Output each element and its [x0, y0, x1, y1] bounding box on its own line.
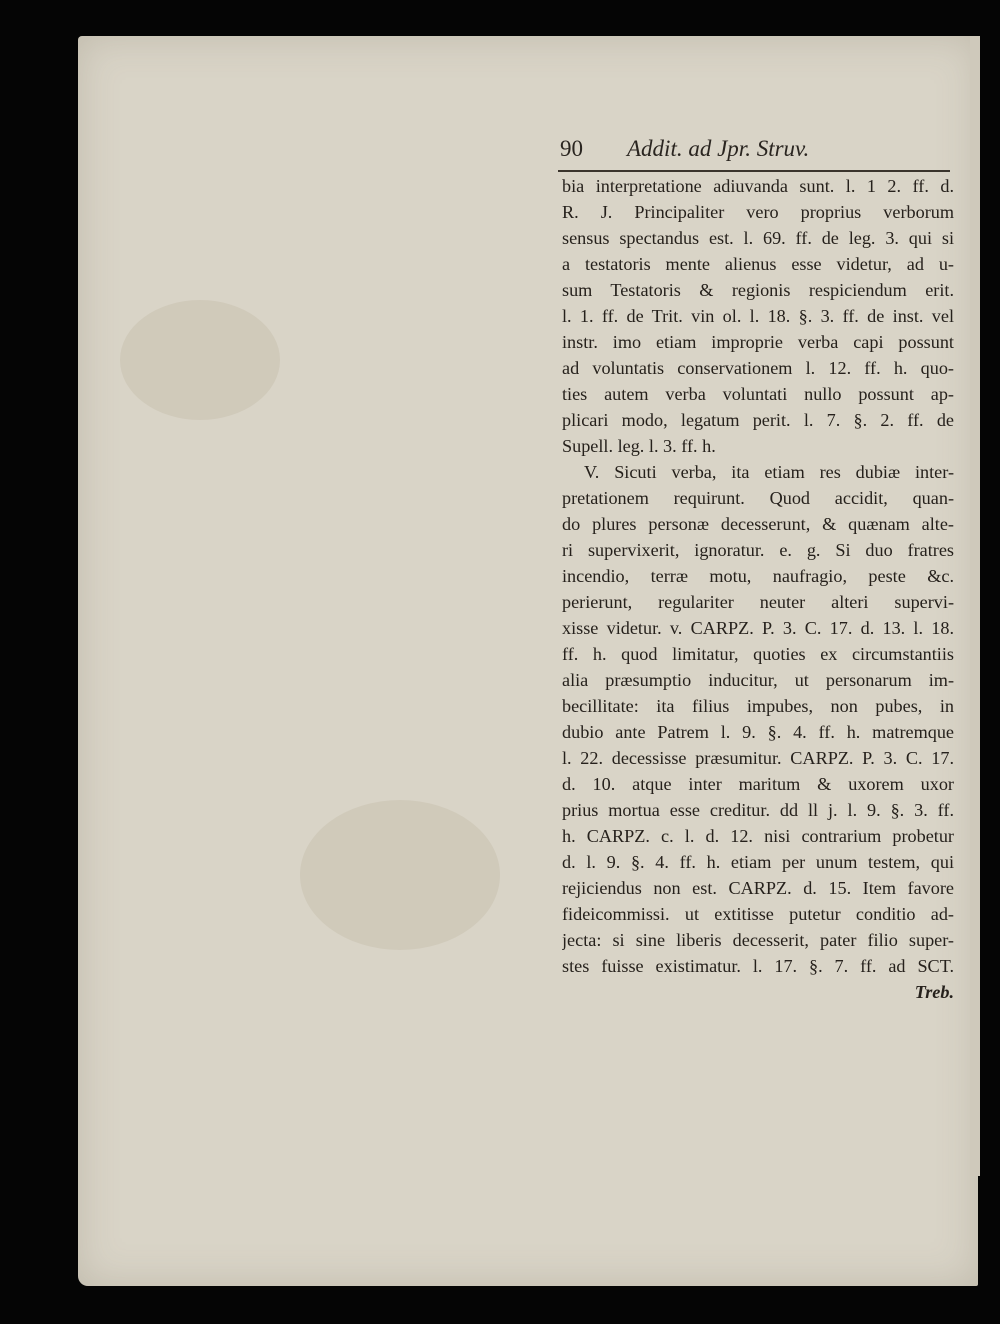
- running-header: [560, 136, 950, 162]
- text-line: jecta: si sine liberis decesserit, pater filio super-: [562, 930, 954, 950]
- text-line: xisse videtur. v. CARPZ. P. 3. C. 17. d. 13. l. 18.: [562, 618, 954, 638]
- text-line: l. 1. ff. de Trit. vin ol. l. 18. §. 3. ff. de inst. vel: [562, 306, 954, 326]
- text-line: h. CARPZ. c. l. d. 12. nisi contrarium probetur: [562, 826, 954, 846]
- text-line: ri supervixerit, ignoratur. e. g. Si duo fratres: [562, 540, 954, 560]
- text-line: do plures personæ decesserunt, & quænam alte-: [562, 514, 954, 534]
- page-number: 90: [560, 136, 583, 161]
- text-line: sum Testatoris & regionis respiciendum erit.: [562, 280, 954, 300]
- body-text: [562, 173, 954, 1005]
- text-line: V. Sicuti verba, ita etiam res dubiæ inter-: [584, 462, 954, 482]
- text-line: ad voluntatis conservationem l. 12. ff. h. quo-: [562, 358, 954, 378]
- text-line: d. 10. atque inter maritum & uxorem uxor: [562, 774, 954, 794]
- text-line: incendio, terræ motu, naufragio, peste &c.: [562, 566, 954, 586]
- catchword: Treb.: [914, 982, 954, 1002]
- text-line: instr. imo etiam improprie verba capi possunt: [562, 332, 954, 352]
- text-line: perierunt, regulariter neuter alteri supervi-: [562, 592, 954, 612]
- page-edge: [970, 36, 980, 1176]
- text-line: fideicommissi. ut extitisse putetur conditio ad-: [562, 904, 954, 924]
- paper-stain: [120, 300, 280, 420]
- text-line: R. J. Principaliter vero proprius verborum: [562, 202, 954, 222]
- text-line: sensus spectandus est. l. 69. ff. de leg. 3. qui si: [562, 228, 954, 248]
- text-line: rejiciendus non est. CARPZ. d. 15. Item favore: [562, 878, 954, 898]
- text-line: ties autem verba voluntati nullo possunt ap-: [562, 384, 954, 404]
- text-line: a testatoris mente alienus esse videtur, ad u-: [562, 254, 954, 274]
- text-line: dubio ante Patrem l. 9. §. 4. ff. h. matremque: [562, 722, 954, 742]
- text-line: becillitate: ita filius impubes, non pubes, in: [562, 696, 954, 716]
- text-line: prius mortua esse creditur. dd ll j. l. 9. §. 3. ff.: [562, 800, 954, 820]
- paper-stain: [300, 800, 500, 950]
- text-line: plicari modo, legatum perit. l. 7. §. 2. ff. de: [562, 410, 954, 430]
- text-line: alia præsumptio inducitur, ut personarum im-: [562, 670, 954, 690]
- text-line: pretationem requirunt. Quod accidit, quan-: [562, 488, 954, 508]
- text-line: l. 22. decessisse præsumitur. CARPZ. P. 3. C. 17.: [562, 748, 954, 768]
- header-rule: [558, 170, 950, 172]
- text-line: bia interpretatione adiuvanda sunt. l. 1 2. ff. d.: [562, 176, 954, 196]
- text-line: ff. h. quod limitatur, quoties ex circumstantiis: [562, 644, 954, 664]
- text-line: Supell. leg. l. 3. ff. h.: [562, 436, 716, 456]
- running-title: Addit. ad Jpr. Struv.: [627, 136, 810, 161]
- text-line: d. l. 9. §. 4. ff. h. etiam per unum testem, qui: [562, 852, 954, 872]
- text-line: stes fuisse existimatur. l. 17. §. 7. ff. ad SCT.: [562, 956, 954, 976]
